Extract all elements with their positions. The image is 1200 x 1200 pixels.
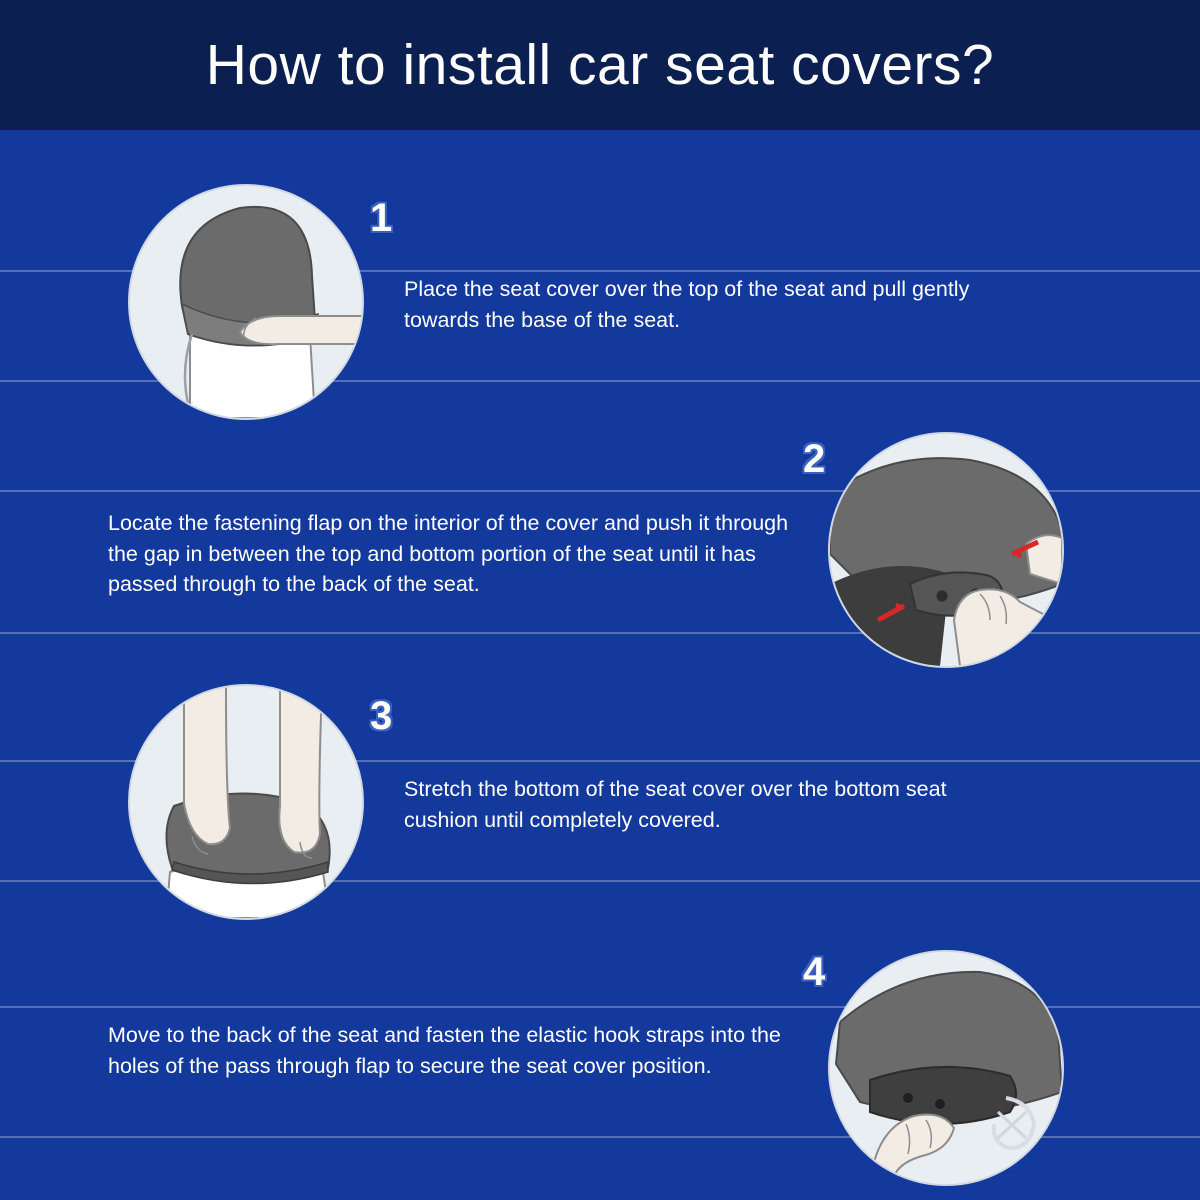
step-1-drawing (130, 186, 362, 418)
step-3-drawing (130, 686, 362, 918)
step-text-3: Stretch the bottom of the seat cover over the bottom seat cushion until completely covered. (404, 777, 947, 832)
fasten-elastic-hooks-illustration (828, 950, 1064, 1186)
header-banner (0, 0, 1200, 130)
step-number-3: 3 (370, 694, 393, 738)
step-4-drawing (830, 952, 1062, 1184)
step-number-2: 2 (803, 437, 826, 481)
fastening-flap-push-illustration (828, 432, 1064, 668)
page-title: How to install car seat covers? (205, 33, 995, 97)
step-number-1: 1 (370, 196, 393, 240)
step-number-4: 4 (803, 950, 826, 994)
step-text-4: Move to the back of the seat and fasten the elastic hook straps into the holes of the pass through flap to secure the seat cover position. (108, 1023, 781, 1078)
seat-cover-over-top-illustration (128, 184, 364, 420)
step-2-drawing (830, 434, 1062, 666)
step-text-1: Place the seat cover over the top of the seat and pull gently towards the base of the seat. (404, 277, 970, 332)
stretch-bottom-cushion-illustration (128, 684, 364, 920)
step-text-2: Locate the fastening flap on the interior of the cover and push it through the gap in between the top and bottom portion of the seat until it has passed through to the back of the seat. (108, 511, 789, 597)
